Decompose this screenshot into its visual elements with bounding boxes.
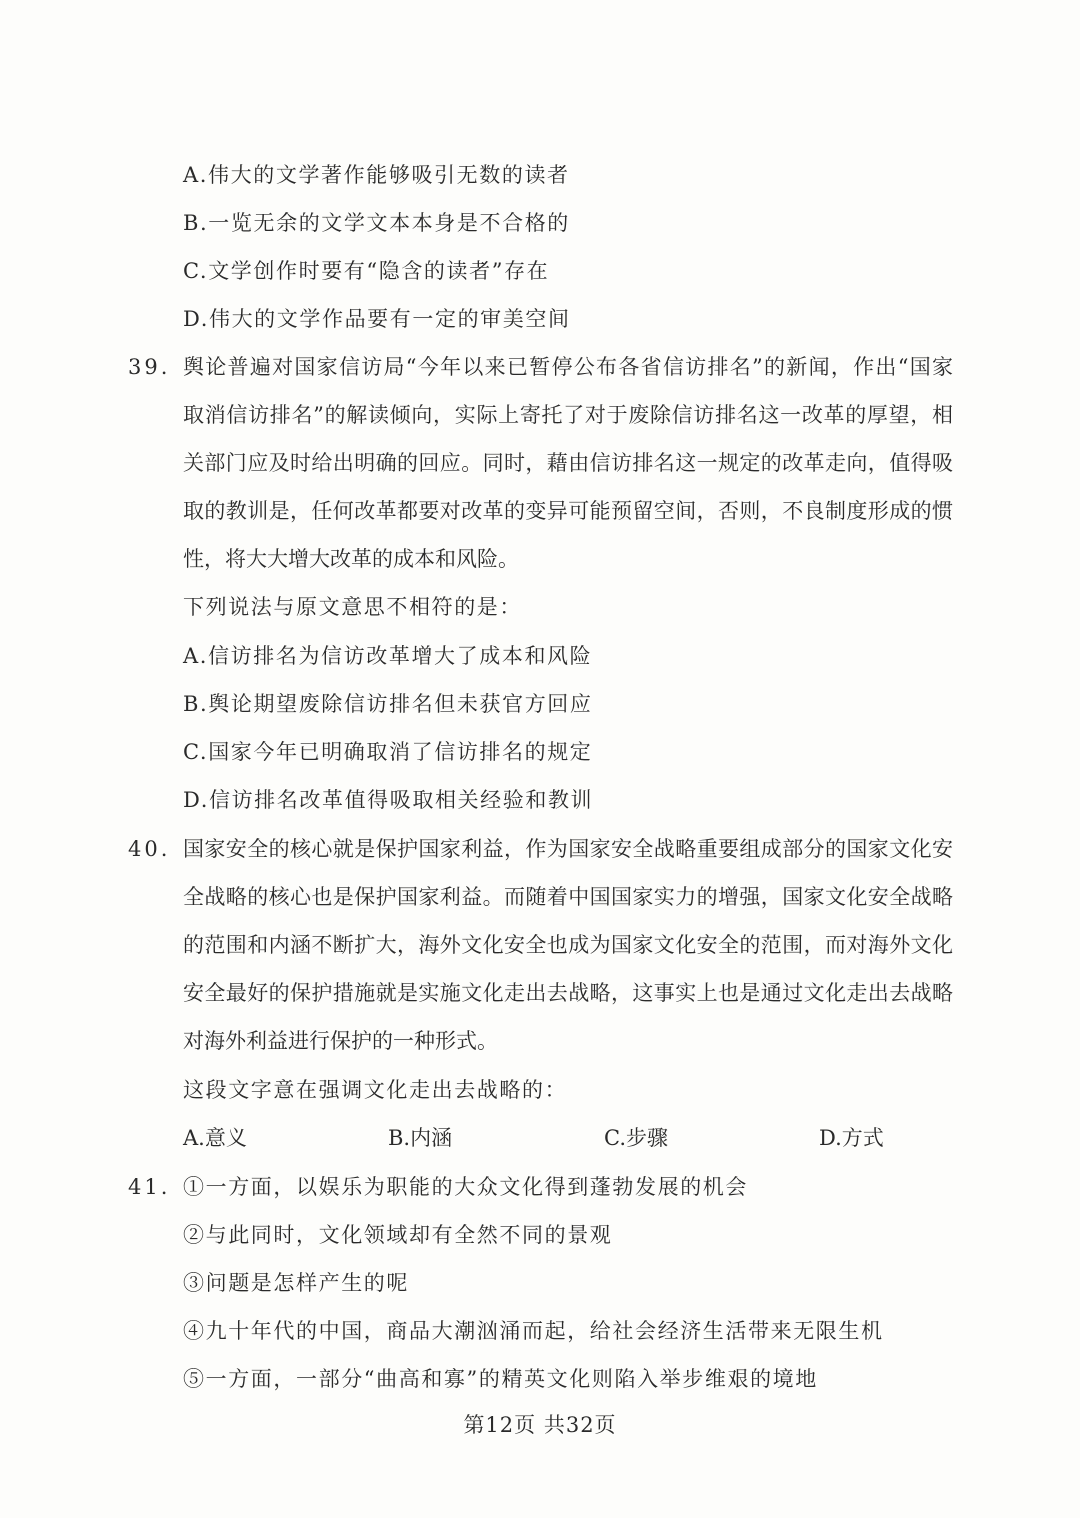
q38-option-a: A.伟大的文学著作能够吸引无数的读者 bbox=[183, 163, 570, 187]
q39-option-a: A.信访排名为信访改革增大了成本和风险 bbox=[183, 644, 593, 668]
q41-item-4: ④九十年代的中国，商品大潮汹涌而起，给社会经济生活带来无限生机 bbox=[183, 1319, 884, 1343]
q41-item-3: ③问题是怎样产生的呢 bbox=[183, 1271, 409, 1295]
q40-option-b: B.内涵 bbox=[388, 1126, 453, 1150]
q39-number: 39. bbox=[128, 355, 171, 379]
q40-option-a: A.意义 bbox=[183, 1126, 247, 1150]
q38-option-d: D.伟大的文学作品要有一定的审美空间 bbox=[183, 307, 571, 331]
q39-passage-line: 舆论普遍对国家信访局“今年以来已暂停公布各省信访排名”的新闻，作出“国家 bbox=[183, 355, 953, 379]
q39-option-b: B.舆论期望废除信访排名但未获官方回应 bbox=[183, 692, 593, 716]
q40-passage-line: 安全最好的保护措施就是实施文化走出去战略，这事实上也是通过文化走出去战略 bbox=[183, 981, 953, 1005]
q39-option-c: C.国家今年已明确取消了信访排名的规定 bbox=[183, 740, 593, 764]
q40-option-d: D.方式 bbox=[819, 1126, 884, 1150]
q40-passage-line: 国家安全的核心就是保护国家利益，作为国家安全战略重要组成部分的国家文化安 bbox=[183, 837, 953, 861]
q39-passage-line: 关部门应及时给出明确的回应。同时，藉由信访排名这一规定的改革走向，值得吸 bbox=[183, 451, 953, 475]
q38-option-b: B.一览无余的文学文本本身是不合格的 bbox=[183, 211, 570, 235]
q39-prompt: 下列说法与原文意思不相符的是： bbox=[183, 595, 522, 619]
q41-item-5: ⑤一方面，一部分“曲高和寡”的精英文化则陷入举步维艰的境地 bbox=[183, 1367, 818, 1391]
q40-option-c: C.步骤 bbox=[604, 1126, 668, 1150]
q40-passage-line: 全战略的核心也是保护国家利益。而随着中国国家实力的增强，国家文化安全战略 bbox=[183, 885, 953, 909]
q41-item-2: ②与此同时，文化领域却有全然不同的景观 bbox=[183, 1223, 613, 1247]
q39-passage-line: 取的教训是，任何改革都要对改革的变异可能预留空间，否则，不良制度形成的惯 bbox=[183, 499, 953, 523]
q39-option-d: D.信访排名改革值得吸取相关经验和教训 bbox=[183, 788, 594, 812]
q40-passage-line: 的范围和内涵不断扩大，海外文化安全也成为国家文化安全的范围，而对海外文化 bbox=[183, 933, 953, 957]
page-number-footer: 第12页 共32页 bbox=[463, 1413, 617, 1437]
q39-passage-line: 取消信访排名”的解读倾向，实际上寄托了对于废除信访排名这一改革的厚望，相 bbox=[183, 403, 953, 427]
q39-passage-line: 性，将大大增大改革的成本和风险。 bbox=[183, 547, 519, 571]
q40-prompt: 这段文字意在强调文化走出去战略的： bbox=[183, 1078, 568, 1102]
q38-option-c: C.文学创作时要有“隐含的读者”存在 bbox=[183, 259, 550, 283]
q40-passage-line: 对海外利益进行保护的一种形式。 bbox=[183, 1029, 498, 1053]
q40-number: 40. bbox=[128, 837, 171, 861]
q41-number: 41. bbox=[128, 1175, 171, 1199]
q41-item-1: ①一方面，以娱乐为职能的大众文化得到蓬勃发展的机会 bbox=[183, 1175, 748, 1199]
